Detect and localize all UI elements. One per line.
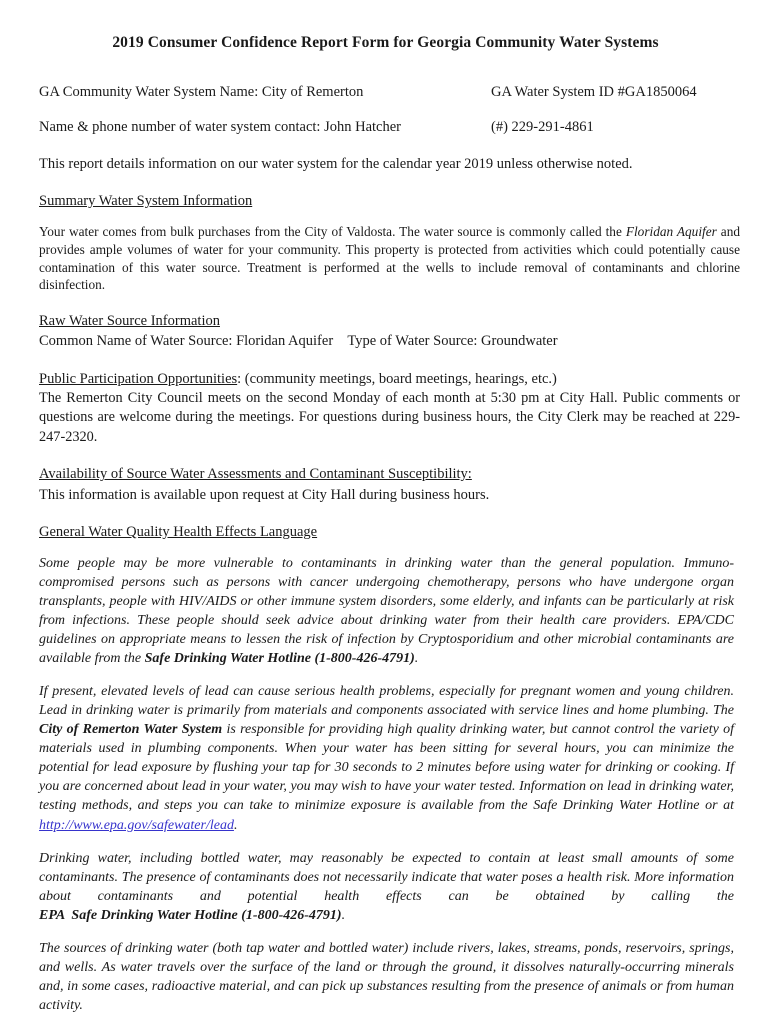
- raw-water-source-row: [39, 331, 748, 351]
- system-name-label: GA Community Water System Name: City of Remerton: [39, 83, 364, 100]
- water-system-header: [39, 83, 748, 174]
- public-participation-heading-suffix: : (community meetings, board meetings, hearings, etc.): [237, 370, 557, 387]
- summary-section-body: [39, 223, 748, 294]
- contact-name-label: Name & phone number of water system contact: John Hatcher: [39, 119, 401, 136]
- raw-water-section-heading: [39, 311, 748, 331]
- epa-hotline-bold: EPA Safe Drinking Water Hotline (1-800-426-4791): [39, 907, 342, 923]
- report-year-statement: This report details information on our water system for the calendar year 2019 unless otherwise noted.: [39, 155, 633, 172]
- public-participation-heading: [39, 369, 748, 389]
- system-name-row: [39, 83, 748, 103]
- summary-heading-text: Summary Water System Information: [39, 193, 253, 210]
- availability-section-body: This information is available upon request at City Hall during business hours.: [39, 486, 490, 503]
- health-p3-part-2: .: [341, 907, 346, 923]
- safe-drinking-water-hotline-bold: Safe Drinking Water Hotline (1-800-426-4791): [144, 651, 415, 667]
- health-paragraph-1: [39, 554, 748, 668]
- summary-section-heading: [39, 191, 748, 211]
- page-title: 2019 Consumer Confidence Report Form for Georgia Community Water Systems: [112, 34, 659, 51]
- system-id-label: GA Water System ID #GA1850064: [491, 83, 697, 100]
- contact-phone-label: (#) 229-291-4861: [491, 119, 594, 136]
- raw-water-common-name: Common Name of Water Source: Floridan Aquifer: [39, 333, 334, 350]
- contact-row: [39, 118, 748, 138]
- availability-section-heading: [39, 464, 748, 484]
- health-p3-part-1: Drinking water, including bottled water, may reasonably be expected to contain at least small amounts of some contaminants. The presence of contaminants does not necessarily indicate that water poses a health risk. More information about contaminants and potential health effects can be obtained by calling the: [39, 850, 734, 904]
- health-paragraph-4: The sources of drinking water (both tap water and bottled water) include rivers, lakes, streams, ponds, reservoirs, springs, and wells. As water travels over the surface of the land or through the ground, it dissolves naturally-occurring minerals and, in some cases, radioactive material, and can pick up substances resulting from the presence of animals or from human activity.: [39, 940, 734, 1013]
- summary-body-part-2: and provides ample volumes of water for your community. This property is protected from activities which could potentially cause contamination of this water source. Treatment is performed at the wells to include removal of contaminants and chlorine disinfection.: [39, 224, 741, 293]
- public-participation-body: The Remerton City Council meets on the second Monday of each month at 5:30 pm at City Hall. Public comments or questions are welcome during the meetings. For questions during business hours, the City Clerk may be reached at 229-247-2320.: [39, 389, 740, 445]
- raw-water-source-type: Type of Water Source: Groundwater: [347, 333, 558, 350]
- health-p2-part-3: .: [233, 817, 238, 833]
- public-participation-heading-text: Public Participation Opportunities: [39, 370, 238, 387]
- health-paragraph-3: [39, 849, 748, 925]
- summary-body-part-1: Your water comes from bulk purchases from the City of Valdosta. The water source is commonly called the: [39, 224, 626, 240]
- health-effects-section-heading: [39, 522, 748, 542]
- health-effects-heading-text: General Water Quality Health Effects Language: [39, 523, 318, 540]
- health-p2-part-2: is responsible for providing high quality drinking water, but cannot control the variety of materials used in plumbing components. When your water has been sitting for several hours, you can minimize the potential for lead exposure by flushing your tap for 30 seconds to 2 minutes before using water for drinking or cooking. If you are concerned about lead in your water, you may wish to have your water tested. Information on lead in drinking water, testing methods, and steps you can take to minimize exposure is available from the Safe Drinking Water Hotline or at: [39, 722, 734, 814]
- availability-heading-text: Availability of Source Water Assessments and Contaminant Susceptibility:: [39, 466, 472, 483]
- health-p1-part-2: .: [414, 651, 419, 667]
- health-paragraph-2: [39, 682, 748, 834]
- water-system-name-bold: City of Remerton Water System: [39, 722, 223, 738]
- health-p2-part-1: If present, elevated levels of lead can cause serious health problems, especially for pregnant women and young children. Lead in drinking water is primarily from materials and components associated with service lines and home plumbing. The: [39, 684, 734, 719]
- aquifer-name: Floridan Aquifer: [625, 224, 717, 240]
- health-p1-part-1: Some people may be more vulnerable to contaminants in drinking water than the general population. Immuno-compromised persons such as persons with cancer undergoing chemotherapy, persons who have undergone organ transplants, people with HIV/AIDS or other immune system disorders, some elderly, and infants can be particularly at risk from infections. These people should seek advice about drinking water from their health care providers. EPA/CDC guidelines on appropriate means to lessen the risk of infection by Cryptosporidium and other microbial contaminants are available from the: [39, 556, 734, 667]
- raw-water-heading-text: Raw Water Source Information: [39, 313, 220, 329]
- epa-lead-link[interactable]: http://www.epa.gov/safewater/lead: [39, 817, 234, 833]
